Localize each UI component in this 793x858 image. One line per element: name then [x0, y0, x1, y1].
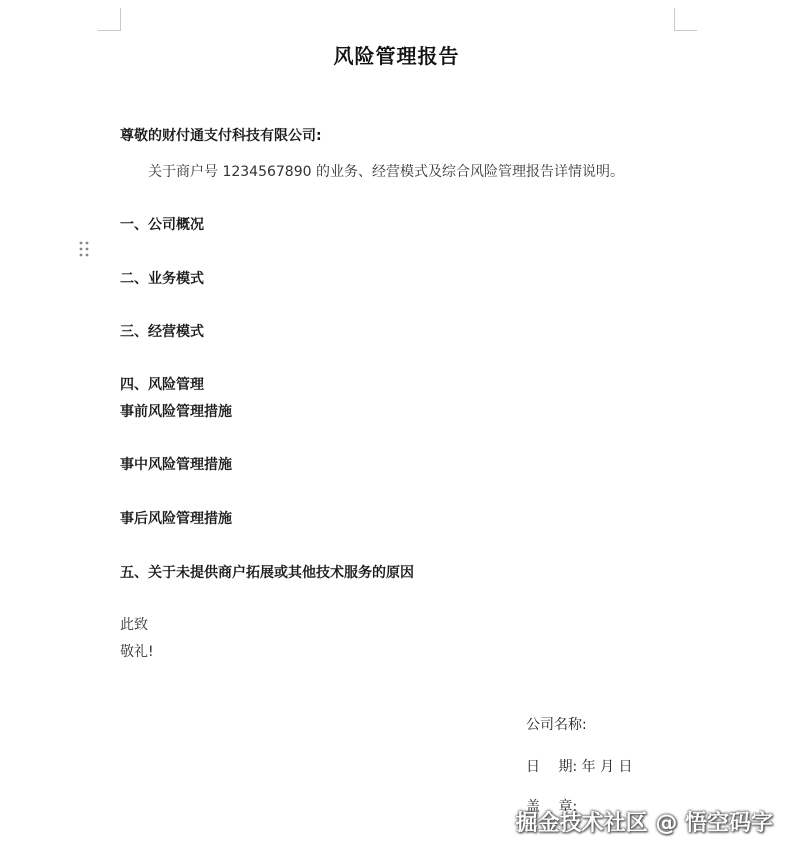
salutation: 尊敬的财付通支付科技有限公司:: [120, 128, 322, 144]
page-margin-corner-top-right: [674, 8, 697, 31]
section-heading-2: 二、业务模式: [120, 271, 204, 287]
subsection-post-risk: 事后风险管理措施: [120, 511, 232, 527]
subsection-pre-risk: 事前风险管理措施: [120, 404, 232, 420]
section-heading-5: 五、关于未提供商户拓展或其他技术服务的原因: [120, 565, 414, 581]
closing-line-2: 敬礼!: [120, 644, 154, 660]
signature-seal-label: 盖 章:: [526, 799, 578, 815]
watermark-text: 掘金技术社区 @ 悟空码字: [515, 811, 773, 836]
section-heading-3: 三、经营模式: [120, 324, 204, 340]
signature-company-label: 公司名称:: [526, 717, 587, 733]
intro-paragraph: 关于商户号 1234567890 的业务、经营模式及综合风险管理报告详情说明。: [148, 164, 624, 180]
closing-line-1: 此致: [120, 617, 148, 633]
section-heading-1: 一、公司概况: [120, 217, 204, 233]
drag-handle-icon[interactable]: [79, 241, 89, 257]
subsection-during-risk: 事中风险管理措施: [120, 457, 232, 473]
page-margin-corner-top-left: [98, 8, 121, 31]
document-title: 风险管理报告: [333, 44, 460, 68]
section-heading-4: 四、风险管理: [120, 377, 204, 393]
signature-date-label: 日 期: 年 月 日: [526, 759, 633, 775]
